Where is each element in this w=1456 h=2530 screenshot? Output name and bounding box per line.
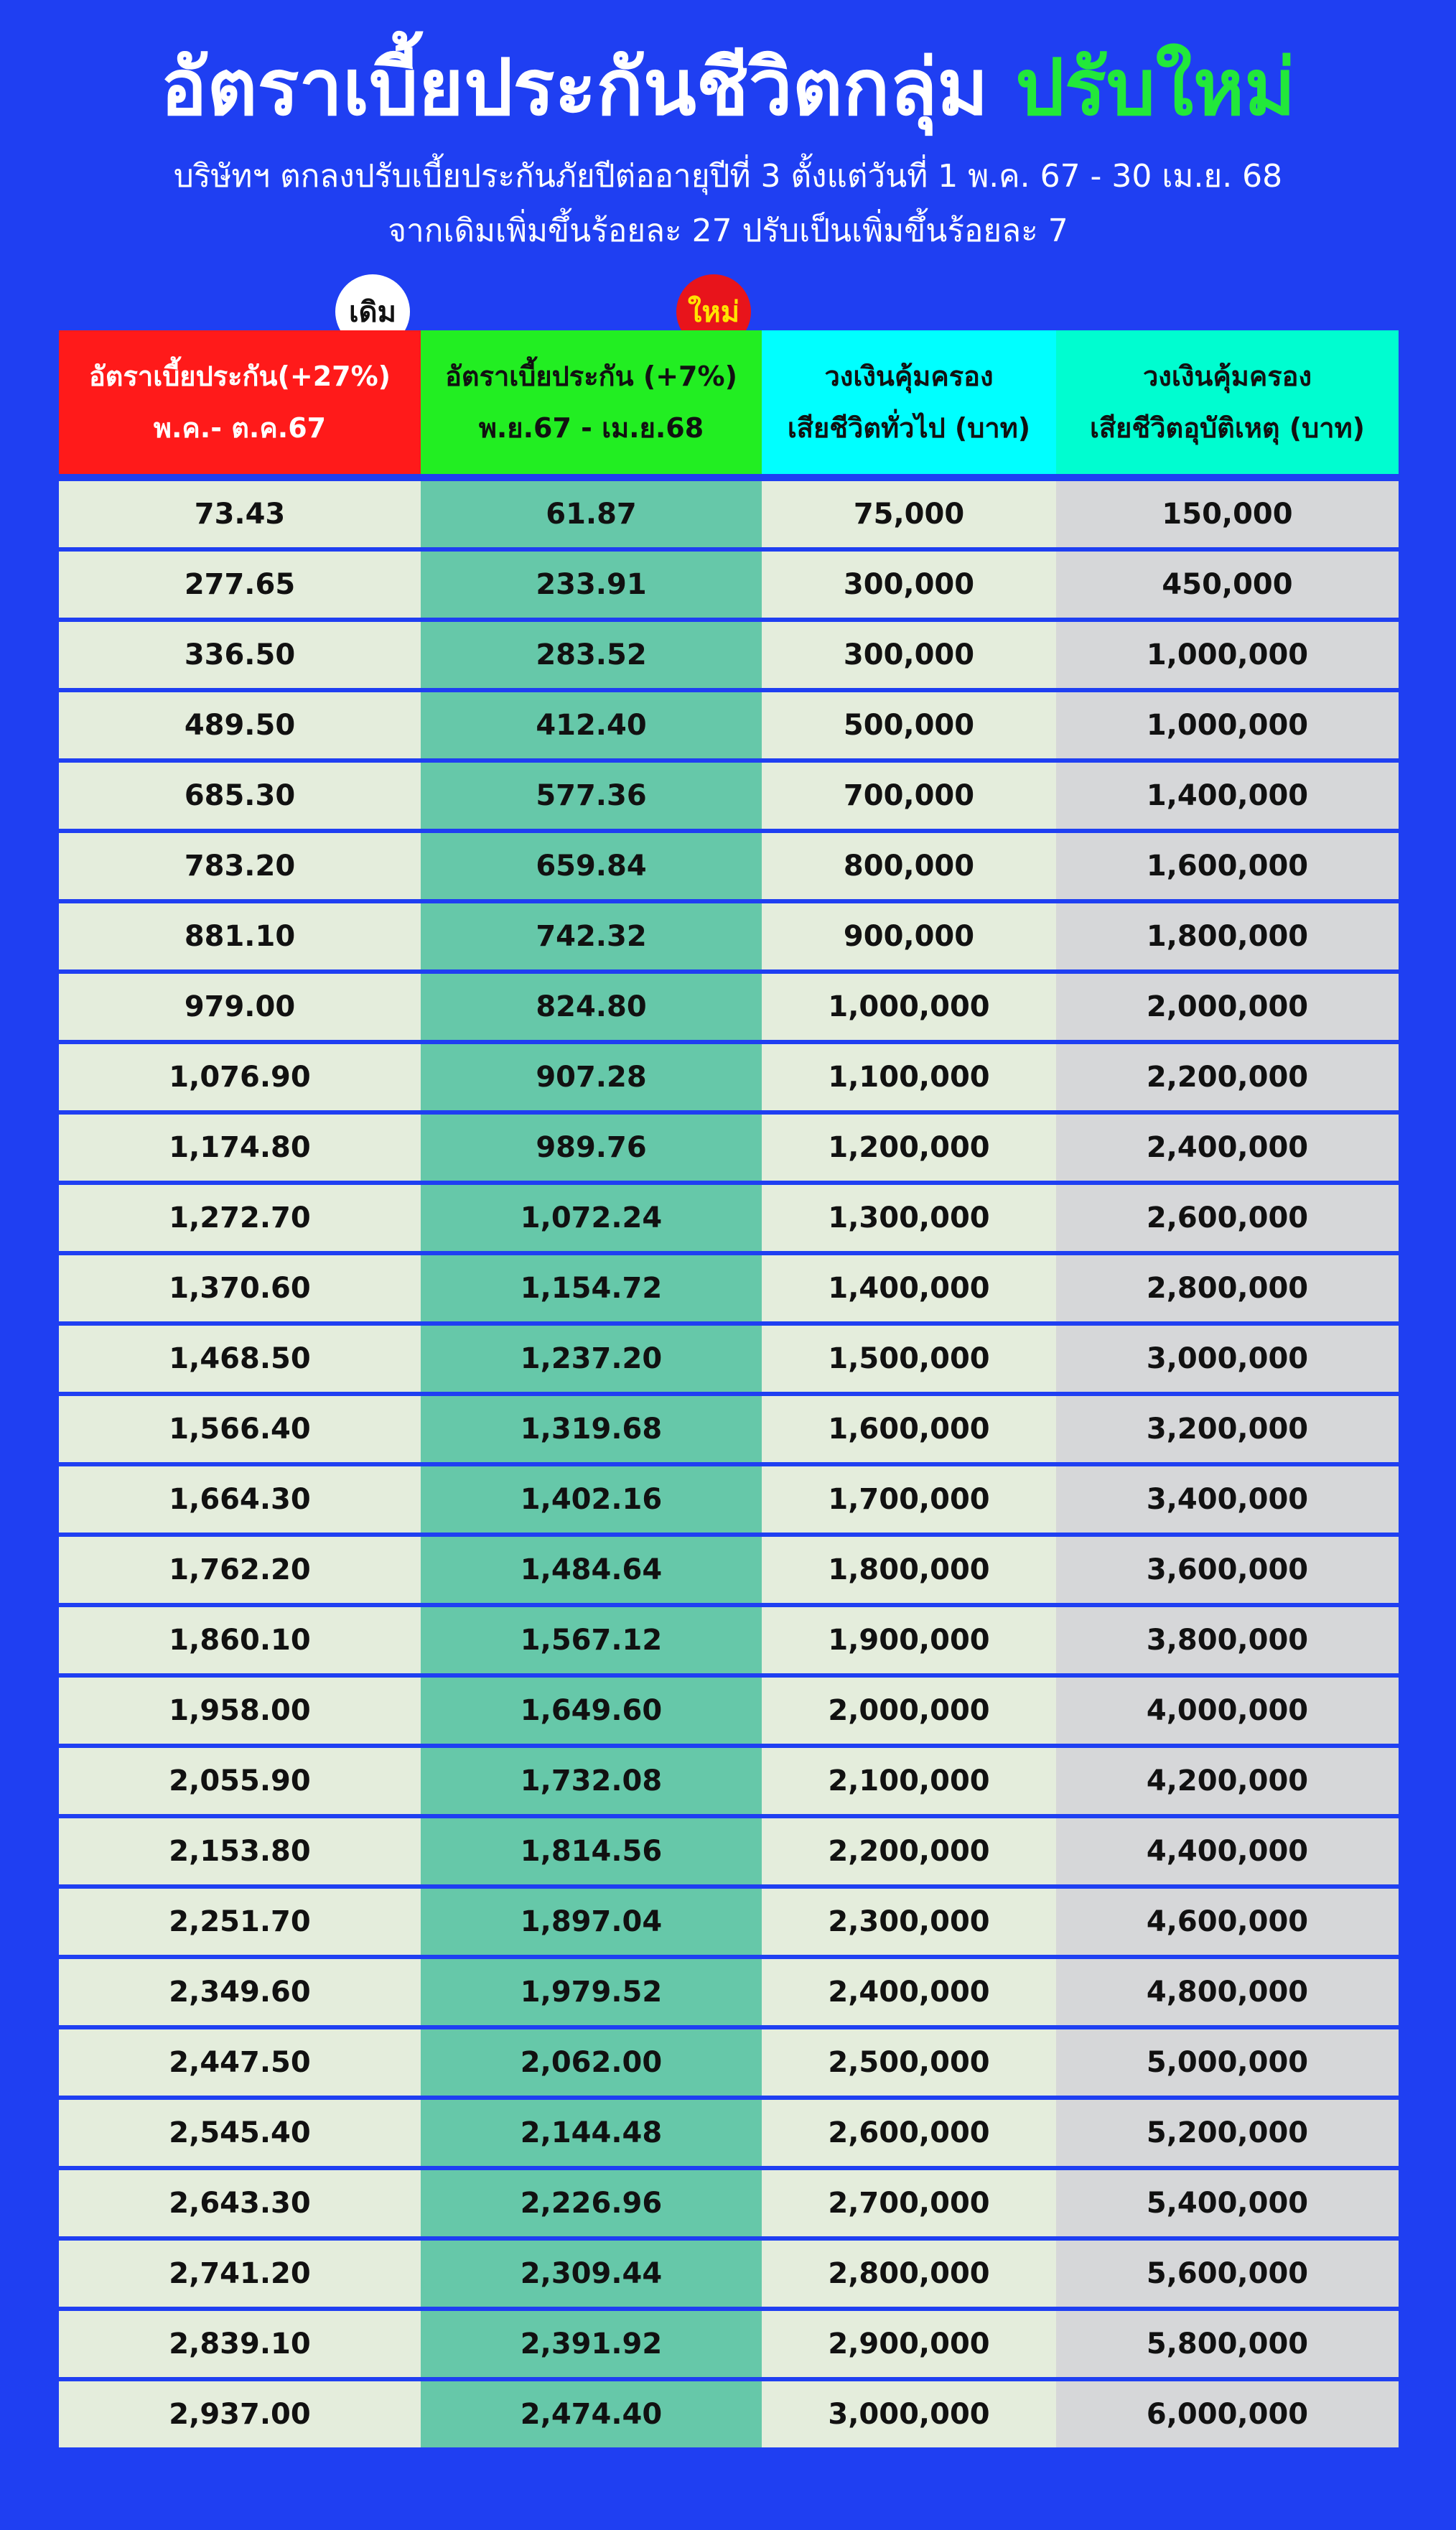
header-line1: อัตราเบี้ยประกัน (+7%) [445, 361, 737, 392]
cell-accidental-death-coverage: 6,000,000 [1056, 2381, 1399, 2447]
table-row [59, 833, 1399, 899]
cell-accidental-death-coverage: 4,400,000 [1056, 1818, 1399, 1884]
header-cell-old-premium [59, 330, 421, 474]
cell-old-premium: 336.50 [59, 622, 421, 688]
cell-old-premium: 73.43 [59, 481, 421, 547]
table-row [59, 2241, 1399, 2307]
cell-old-premium: 2,937.00 [59, 2381, 421, 2447]
title-main: อัตราเบี้ยประกันชีวิตกลุ่ม [160, 43, 989, 133]
cell-new-premium: 659.84 [421, 833, 762, 899]
subtitle-line-2: จากเดิมเพิ่มขึ้นร้อยละ 27 ปรับเป็นเพิ่มขึ้นร้อยละ 7 [388, 213, 1068, 249]
cell-general-death-coverage: 700,000 [762, 763, 1056, 829]
premium-table [59, 330, 1399, 2452]
cell-general-death-coverage: 2,900,000 [762, 2311, 1056, 2377]
cell-general-death-coverage: 2,200,000 [762, 1818, 1056, 1884]
cell-new-premium: 824.80 [421, 974, 762, 1040]
cell-accidental-death-coverage: 2,200,000 [1056, 1044, 1399, 1110]
cell-accidental-death-coverage: 5,200,000 [1056, 2100, 1399, 2166]
table-row [59, 1044, 1399, 1110]
cell-old-premium: 979.00 [59, 974, 421, 1040]
cell-general-death-coverage: 1,000,000 [762, 974, 1056, 1040]
cell-old-premium: 2,251.70 [59, 1889, 421, 1955]
header-cell-general-death-coverage [762, 330, 1056, 474]
table-row [59, 1889, 1399, 1955]
cell-general-death-coverage: 1,100,000 [762, 1044, 1056, 1110]
cell-accidental-death-coverage: 3,200,000 [1056, 1396, 1399, 1462]
cell-new-premium: 1,154.72 [421, 1255, 762, 1321]
table-row [59, 1818, 1399, 1884]
table-row [59, 1185, 1399, 1251]
cell-old-premium: 783.20 [59, 833, 421, 899]
cell-old-premium: 1,566.40 [59, 1396, 421, 1462]
cell-accidental-death-coverage: 2,400,000 [1056, 1115, 1399, 1181]
table-row [59, 1537, 1399, 1603]
cell-new-premium: 2,226.96 [421, 2170, 762, 2236]
cell-old-premium: 1,762.20 [59, 1537, 421, 1603]
cell-accidental-death-coverage: 4,200,000 [1056, 1748, 1399, 1814]
cell-old-premium: 1,370.60 [59, 1255, 421, 1321]
table-row [59, 974, 1399, 1040]
cell-general-death-coverage: 2,300,000 [762, 1889, 1056, 1955]
cell-accidental-death-coverage: 5,000,000 [1056, 2029, 1399, 2096]
table-row [59, 1115, 1399, 1181]
cell-accidental-death-coverage: 5,800,000 [1056, 2311, 1399, 2377]
cell-old-premium: 2,839.10 [59, 2311, 421, 2377]
cell-new-premium: 1,649.60 [421, 1678, 762, 1744]
title-highlight: ปรับใหม่ [1015, 43, 1296, 133]
cell-accidental-death-coverage: 3,000,000 [1056, 1326, 1399, 1392]
table-row [59, 2029, 1399, 2096]
cell-accidental-death-coverage: 4,800,000 [1056, 1959, 1399, 2025]
table-body [59, 481, 1399, 2447]
cell-accidental-death-coverage: 3,600,000 [1056, 1537, 1399, 1603]
cell-new-premium: 2,144.48 [421, 2100, 762, 2166]
cell-new-premium: 1,237.20 [421, 1326, 762, 1392]
cell-new-premium: 1,979.52 [421, 1959, 762, 2025]
cell-general-death-coverage: 2,100,000 [762, 1748, 1056, 1814]
header-line2: เสียชีวิตอุบัติเหตุ (บาท) [1089, 412, 1366, 444]
cell-new-premium: 283.52 [421, 622, 762, 688]
cell-old-premium: 1,958.00 [59, 1678, 421, 1744]
cell-old-premium: 685.30 [59, 763, 421, 829]
cell-new-premium: 2,474.40 [421, 2381, 762, 2447]
cell-general-death-coverage: 1,600,000 [762, 1396, 1056, 1462]
header-cell-new-premium [421, 330, 762, 474]
cell-new-premium: 907.28 [421, 1044, 762, 1110]
table-row [59, 692, 1399, 758]
cell-old-premium: 277.65 [59, 552, 421, 618]
cell-general-death-coverage: 900,000 [762, 903, 1056, 969]
cell-general-death-coverage: 2,400,000 [762, 1959, 1056, 2025]
cell-new-premium: 2,309.44 [421, 2241, 762, 2307]
cell-new-premium: 2,062.00 [421, 2029, 762, 2096]
header-cell-accidental-death-coverage [1056, 330, 1399, 474]
table-row [59, 1607, 1399, 1673]
subtitle-line-1: บริษัทฯ ตกลงปรับเบี้ยประกันภัยปีต่ออายุปีที่ 3 ตั้งแต่วันที่ 1 พ.ค. 67 - 30 เม.ย. 68 [173, 158, 1283, 195]
table-row [59, 2170, 1399, 2236]
cell-general-death-coverage: 300,000 [762, 552, 1056, 618]
cell-accidental-death-coverage: 5,400,000 [1056, 2170, 1399, 2236]
table-row [59, 622, 1399, 688]
cell-accidental-death-coverage: 3,400,000 [1056, 1466, 1399, 1533]
table-row [59, 1326, 1399, 1392]
cell-new-premium: 577.36 [421, 763, 762, 829]
cell-new-premium: 1,567.12 [421, 1607, 762, 1673]
cell-accidental-death-coverage: 2,800,000 [1056, 1255, 1399, 1321]
cell-accidental-death-coverage: 2,600,000 [1056, 1185, 1399, 1251]
table-row [59, 2381, 1399, 2447]
cell-general-death-coverage: 2,700,000 [762, 2170, 1056, 2236]
page-title [0, 34, 1456, 142]
cell-old-premium: 2,055.90 [59, 1748, 421, 1814]
header-line2: พ.ย.67 - เม.ย.68 [478, 412, 704, 444]
header-line1: วงเงินคุ้มครอง [1142, 361, 1312, 392]
cell-old-premium: 1,272.70 [59, 1185, 421, 1251]
cell-accidental-death-coverage: 4,600,000 [1056, 1889, 1399, 1955]
table-row [59, 1466, 1399, 1533]
cell-accidental-death-coverage: 1,800,000 [1056, 903, 1399, 969]
cell-general-death-coverage: 2,500,000 [762, 2029, 1056, 2096]
cell-general-death-coverage: 1,400,000 [762, 1255, 1056, 1321]
cell-old-premium: 1,468.50 [59, 1326, 421, 1392]
cell-old-premium: 1,076.90 [59, 1044, 421, 1110]
table-header [59, 330, 1399, 474]
table-row [59, 1748, 1399, 1814]
header-line2: เสียชีวิตทั่วไป (บาท) [787, 412, 1031, 444]
cell-general-death-coverage: 1,300,000 [762, 1185, 1056, 1251]
cell-accidental-death-coverage: 1,600,000 [1056, 833, 1399, 899]
cell-new-premium: 1,319.68 [421, 1396, 762, 1462]
cell-old-premium: 2,447.50 [59, 2029, 421, 2096]
cell-old-premium: 1,860.10 [59, 1607, 421, 1673]
cell-new-premium: 61.87 [421, 481, 762, 547]
cell-general-death-coverage: 1,800,000 [762, 1537, 1056, 1603]
table-row [59, 2100, 1399, 2166]
cell-accidental-death-coverage: 2,000,000 [1056, 974, 1399, 1040]
cell-old-premium: 1,174.80 [59, 1115, 421, 1181]
cell-old-premium: 1,664.30 [59, 1466, 421, 1533]
cell-general-death-coverage: 1,900,000 [762, 1607, 1056, 1673]
cell-old-premium: 2,545.40 [59, 2100, 421, 2166]
cell-new-premium: 1,402.16 [421, 1466, 762, 1533]
cell-accidental-death-coverage: 1,400,000 [1056, 763, 1399, 829]
cell-general-death-coverage: 75,000 [762, 481, 1056, 547]
cell-old-premium: 489.50 [59, 692, 421, 758]
cell-new-premium: 1,072.24 [421, 1185, 762, 1251]
table-row [59, 552, 1399, 618]
table-row [59, 1396, 1399, 1462]
cell-new-premium: 1,732.08 [421, 1748, 762, 1814]
cell-accidental-death-coverage: 5,600,000 [1056, 2241, 1399, 2307]
cell-accidental-death-coverage: 3,800,000 [1056, 1607, 1399, 1673]
cell-old-premium: 2,153.80 [59, 1818, 421, 1884]
cell-general-death-coverage: 800,000 [762, 833, 1056, 899]
table-row [59, 481, 1399, 547]
header-line1: วงเงินคุ้มครอง [824, 361, 994, 392]
cell-accidental-death-coverage: 450,000 [1056, 552, 1399, 618]
cell-general-death-coverage: 1,200,000 [762, 1115, 1056, 1181]
cell-accidental-death-coverage: 1,000,000 [1056, 692, 1399, 758]
cell-new-premium: 1,897.04 [421, 1889, 762, 1955]
cell-new-premium: 1,814.56 [421, 1818, 762, 1884]
badge-old: เดิม [335, 274, 410, 349]
cell-old-premium: 2,741.20 [59, 2241, 421, 2307]
cell-general-death-coverage: 500,000 [762, 692, 1056, 758]
cell-general-death-coverage: 3,000,000 [762, 2381, 1056, 2447]
cell-general-death-coverage: 300,000 [762, 622, 1056, 688]
header-line2: พ.ค.- ต.ค.67 [153, 412, 327, 444]
cell-general-death-coverage: 1,700,000 [762, 1466, 1056, 1533]
cell-old-premium: 881.10 [59, 903, 421, 969]
header-line1: อัตราเบี้ยประกัน(+27%) [88, 361, 391, 392]
table-row [59, 903, 1399, 969]
cell-old-premium: 2,643.30 [59, 2170, 421, 2236]
table-row [59, 2311, 1399, 2377]
cell-general-death-coverage: 2,600,000 [762, 2100, 1056, 2166]
cell-general-death-coverage: 2,800,000 [762, 2241, 1056, 2307]
cell-new-premium: 233.91 [421, 552, 762, 618]
cell-old-premium: 2,349.60 [59, 1959, 421, 2025]
cell-new-premium: 742.32 [421, 903, 762, 969]
cell-new-premium: 989.76 [421, 1115, 762, 1181]
table-row [59, 1959, 1399, 2025]
cell-general-death-coverage: 1,500,000 [762, 1326, 1056, 1392]
table-row [59, 763, 1399, 829]
cell-accidental-death-coverage: 1,000,000 [1056, 622, 1399, 688]
table-row [59, 1678, 1399, 1744]
table-row [59, 1255, 1399, 1321]
cell-new-premium: 1,484.64 [421, 1537, 762, 1603]
cell-accidental-death-coverage: 150,000 [1056, 481, 1399, 547]
cell-new-premium: 412.40 [421, 692, 762, 758]
cell-general-death-coverage: 2,000,000 [762, 1678, 1056, 1744]
cell-accidental-death-coverage: 4,000,000 [1056, 1678, 1399, 1744]
cell-new-premium: 2,391.92 [421, 2311, 762, 2377]
badge-new: ใหม่ [676, 274, 751, 349]
